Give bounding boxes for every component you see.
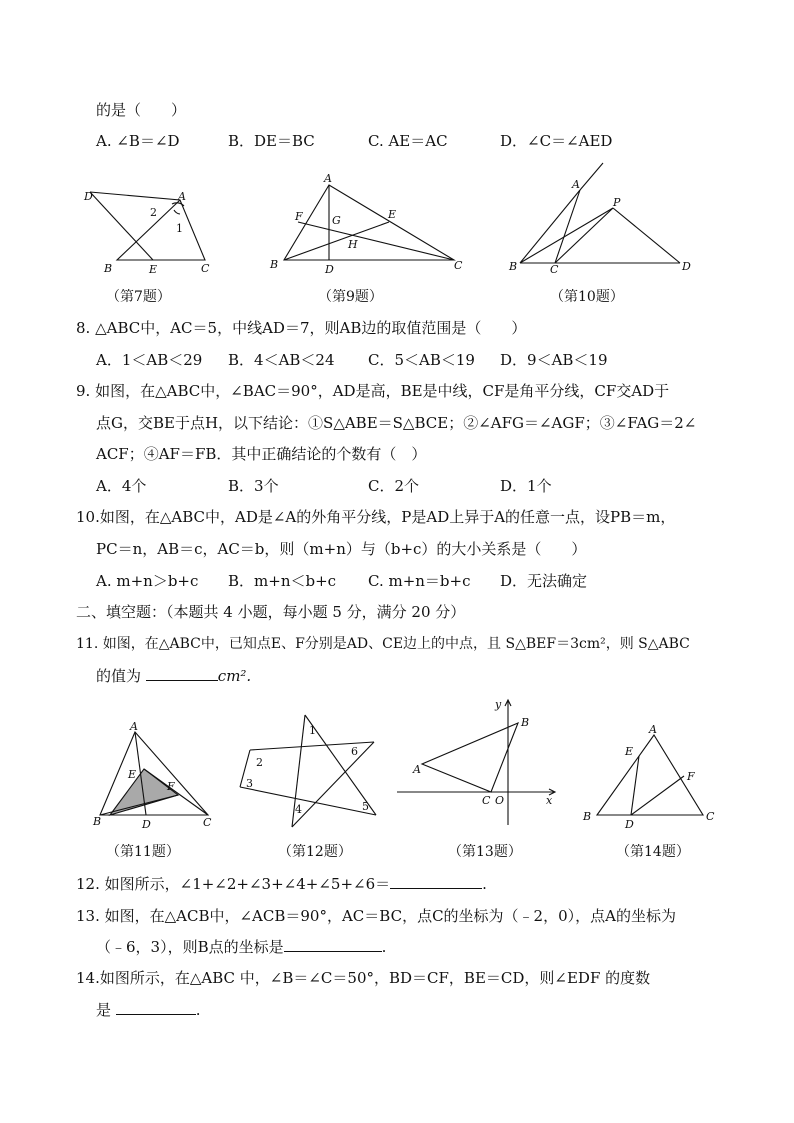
q14-period: . (195, 1001, 201, 1019)
f13-label-a: A (413, 763, 421, 776)
f11-label-a: A (130, 720, 138, 733)
f7-label-1: 1 (176, 222, 183, 235)
q12-line (76, 874, 487, 894)
f9-label-h: H (348, 238, 358, 251)
q13-line-2 (96, 937, 386, 957)
q10-line-1: 10.如图，在△ABC中，AD是∠A的外角平分线，P是AD上异于A的任意一点，设PB＝m， (76, 508, 676, 526)
f12-label-4: 4 (295, 803, 302, 816)
f7-label-a: A (178, 190, 186, 203)
figure-13 (395, 695, 570, 830)
f11-label-d: D (142, 818, 151, 831)
f7-label-b: B (104, 262, 113, 275)
f14-label-c: C (706, 810, 715, 823)
caption-figure-12: （第12题） (278, 844, 352, 860)
q9-option-d: D．1个 (500, 477, 552, 495)
f13-label-o: O (495, 794, 505, 807)
caption-figure-9: （第9题） (318, 289, 383, 305)
figure-10 (505, 160, 705, 275)
f7-label-e: E (149, 263, 158, 276)
f9-label-d: D (325, 263, 334, 276)
q9-option-a: A．4个 (96, 477, 147, 495)
q6-option-a: A. ∠B＝∠D (96, 132, 180, 150)
f7-label-2: 2 (150, 206, 157, 219)
f13-label-x: x (546, 794, 553, 807)
caption-figure-14: （第14题） (616, 844, 690, 860)
q11-answer-blank[interactable] (146, 666, 218, 681)
figure-7 (80, 180, 230, 280)
f10-label-b: B (509, 260, 518, 273)
f14-label-f: F (687, 770, 695, 783)
q10-option-b: B．m+n＜b+c (228, 572, 337, 590)
f14-label-a: A (649, 723, 657, 736)
f12-label-3: 3 (246, 777, 253, 790)
q13-line-1: 13. 如图，在△ACB中，∠ACB＝90°，AC＝BC，点C的坐标为（﹣2，0），点A的坐标为 (76, 907, 676, 925)
f12-label-1: 1 (309, 724, 316, 737)
q9-option-c: C．2个 (368, 477, 420, 495)
q14-prefix: 是 (96, 1001, 112, 1019)
q10-line-2: PC＝n，AB＝c，AC＝b，则（m+n）与（b+c）的大小关系是（ ） (96, 540, 587, 558)
f10-label-a: A (572, 178, 580, 191)
q9-line-1: 9. 如图，在△ABC中，∠BAC＝90°，AD是高，BE是中线，CF是角平分线，CF交AD于 (76, 382, 670, 400)
f12-label-2: 2 (256, 756, 263, 769)
q11-prefix: 的值为 (96, 667, 142, 685)
q8-stem: 8. △ABC中，AC＝5，中线AD＝7，则AB边的取值范围是（ ） (76, 319, 527, 337)
figure-12 (232, 707, 382, 832)
q6-option-d: D．∠C＝∠AED (500, 132, 613, 150)
f14-label-d: D (625, 818, 634, 831)
q10-option-a: A. m+n＞b+c (96, 572, 199, 590)
q11-line-2 (96, 666, 251, 686)
f9-label-a: A (324, 172, 332, 185)
f13-label-c: C (482, 794, 491, 807)
q6-tail: 的是（ ） (96, 101, 187, 119)
q8-option-d: D．9＜AB＜19 (500, 351, 608, 369)
caption-figure-13: （第13题） (448, 844, 522, 860)
f10-label-c: C (550, 263, 559, 276)
f11-label-b: B (93, 815, 102, 828)
q6-option-c: C. AE＝AC (368, 132, 448, 150)
q12-period: . (482, 875, 487, 893)
f12-label-5: 5 (362, 800, 369, 813)
q14-line-2 (96, 1000, 201, 1020)
q13-prefix: （﹣6，3），则B点的坐标是 (96, 938, 284, 956)
f9-label-b: B (270, 258, 279, 271)
q14-line-1: 14.如图所示，在△ABC 中，∠B＝∠C＝50°，BD＝CF，BE＝CD，则∠EDF 的度数 (76, 969, 651, 987)
f10-label-p: P (613, 196, 621, 209)
f12-label-6: 6 (351, 745, 358, 758)
q11-unit: cm². (217, 667, 252, 685)
q8-option-a: A．1＜AB＜29 (96, 351, 203, 369)
q8-option-c: C．5＜AB＜19 (368, 351, 475, 369)
f11-label-e: E (128, 768, 137, 781)
q8-option-b: B．4＜AB＜24 (228, 351, 335, 369)
q11-line-1: 11. 如图，在△ABC中，已知点E、F分别是AD、CE边上的中点，且 S△BEF＝3cm²，则 S△ABC (76, 636, 690, 652)
q13-answer-blank[interactable] (284, 937, 382, 952)
q14-answer-blank[interactable] (116, 1000, 196, 1015)
f13-label-y: y (495, 698, 502, 711)
f10-label-d: D (682, 260, 691, 273)
f11-label-f: F (167, 780, 175, 793)
f13-label-b: B (521, 716, 530, 729)
f7-label-c: C (201, 262, 210, 275)
caption-figure-11: （第11题） (106, 844, 180, 860)
f9-label-e: E (388, 208, 397, 221)
f9-label-c: C (454, 259, 463, 272)
figure-11 (90, 722, 220, 832)
q10-option-d: D．无法确定 (500, 572, 588, 590)
q12-answer-blank[interactable] (390, 874, 482, 889)
section-heading-fill-in: 二、填空题：（本题共 4 小题，每小题 5 分，满分 20 分） (76, 603, 466, 621)
figure-9 (262, 170, 472, 280)
q9-option-b: B．3个 (228, 477, 279, 495)
q10-option-c: C. m+n＝b+c (368, 572, 471, 590)
f14-label-b: B (583, 810, 592, 823)
q13-period: . (381, 938, 387, 956)
q9-line-2: 点G，交BE于点H，以下结论：①S△ABE＝S△BCE；②∠AFG＝∠AGF；③∠FAG＝2∠ (96, 414, 697, 432)
figure-14 (582, 722, 722, 832)
f11-label-c: C (203, 816, 212, 829)
f9-label-g: G (332, 214, 341, 227)
q9-line-3: ACF；④AF＝FB．其中正确结论的个数有（ ） (96, 445, 427, 463)
f9-label-f: F (295, 210, 303, 223)
q6-option-b: B．DE＝BC (228, 132, 315, 150)
f14-label-e: E (625, 745, 634, 758)
caption-figure-7: （第7题） (106, 289, 171, 305)
f7-label-d: D (84, 190, 93, 203)
q12-text: 12. 如图所示，∠1+∠2+∠3+∠4+∠5+∠6＝ (76, 875, 391, 893)
caption-figure-10: （第10题） (550, 289, 624, 305)
